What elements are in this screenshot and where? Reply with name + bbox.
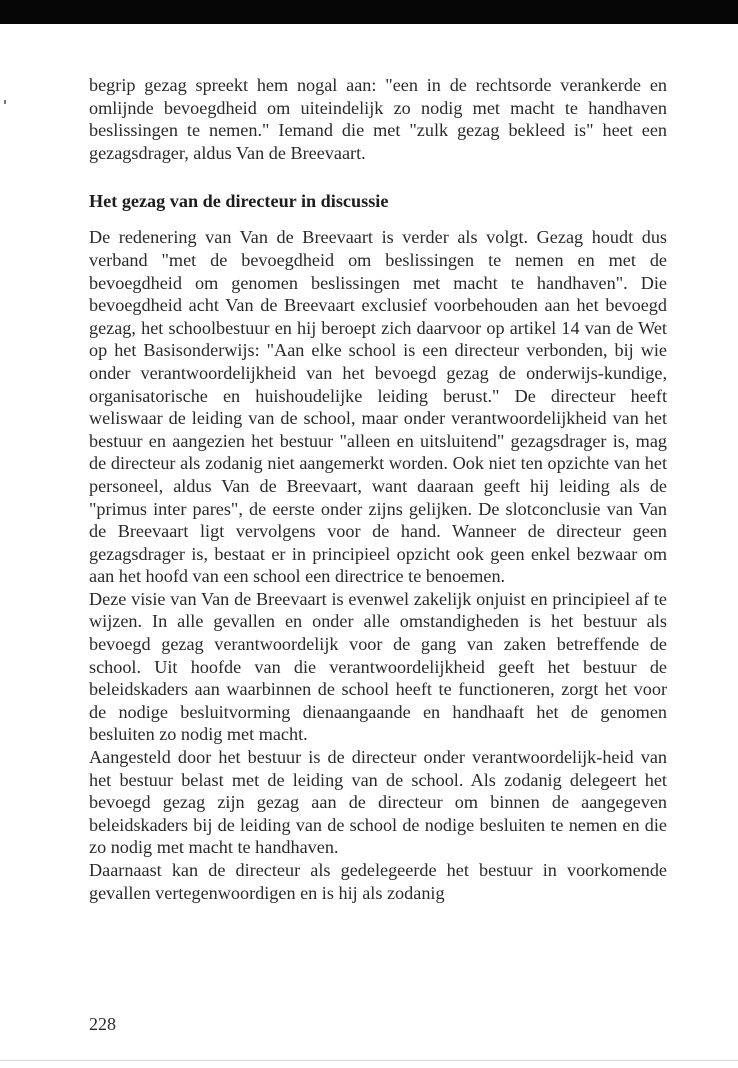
scan-margin-mark [4,100,6,104]
body-paragraph-4: Daarnaast kan de directeur als gedelegeerde het bestuur in voorkomende gevallen vertegenwoordigen en is hij als zodanig [89,860,667,903]
body-paragraph-3: Aangesteld door het bestuur is de directeur onder verantwoordelijk-heid van het bestuur belast met de leiding van de school. Als zodanig delegeert het bevoegd gezag zijn gezag aan de directeur om binnen de aangegeven beleidskaders bij de leiding van de school de nodige besluiten te nemen en die zo nodig met macht te handhaven. [89,747,667,858]
body-paragraph-1: De redenering van Van de Breevaart is verder als volgt. Gezag houdt dus verband "met de bevoegdheid om beslissingen te nemen en met de bevoegdheid om genomen beslissingen met macht te handhaven". Die bevoegdheid acht Van de Breevaart exclusief voorbehouden aan het bevoegd gezag, het schoolbestuur en hij beroept zich daarvoor op artikel 14 van de Wet op het Basisonderwijs: "Aan elke school is een directeur verbonden, bij wie onder verantwoordelijkheid van het bevoegd gezag de onderwijs-kundige, organisatorische en huishoudelijke leiding berust." De directeur heeft weliswaar de leiding van de school, maar onder verantwoordelijkheid van het bestuur en aangezien het bestuur "alleen en uitsluitend" gezagsdrager is, mag de directeur als zodanig niet aangemerkt worden. Ook niet ten opzichte van het personeel, aldus Van de Breevaart, want daaraan geeft hij leiding als de "primus inter pares", de eerste onder zijns gelijken. De slotconclusie van Van de Breevaart ligt vervolgens voor de hand. Wanneer de directeur geen gezagsdrager is, bestaat er in principieel opzicht ook geen enkel bezwaar om aan het hoofd van een school een directrice te benoemen. [89,227,667,587]
body-paragraph-2: Deze visie van Van de Breevaart is evenwel zakelijk onjuist en principieel af te wijzen. In alle gevallen en onder alle omstandigheden is het bestuur als bevoegd gezag verantwoordelijk voor de gang van zaken betreffende de school. Uit hoofde van die verantwoordelijkheid geeft het bestuur de beleidskaders aan waarbinnen de school heeft te functioneren, zorgt het voor de nodige besluitvorming dienaangaande en handhaaft het de genomen besluiten zo nodig met macht. [89,588,667,745]
scan-top-border [0,0,738,24]
section-heading: Het gezag van de directeur in discussie [89,191,389,212]
scan-bottom-edge [0,1060,738,1061]
page-number: 228 [89,1014,116,1034]
intro-paragraph: begrip gezag spreekt hem nogal aan: "een in de rechtsorde verankerde en omlijnde bevoegdheid om uiteindelijk zo nodig met macht te handhaven beslissingen te nemen." Iemand die met "zulk gezag bekleed is" heet een gezagsdrager, aldus Van de Breevaart. [89,75,667,163]
page-body [89,74,667,904]
